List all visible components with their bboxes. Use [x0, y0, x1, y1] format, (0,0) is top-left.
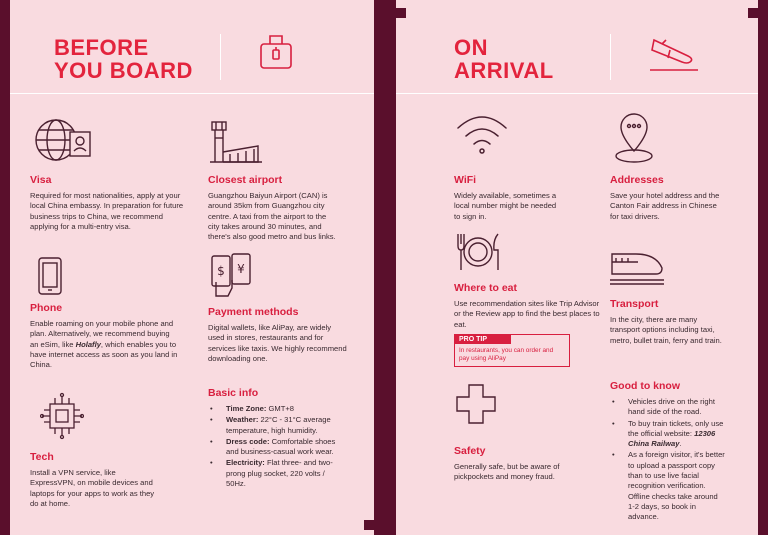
- basic-info-item: • Time Zone: GMT+8: [208, 404, 340, 414]
- header-divider: [10, 93, 374, 94]
- closest-airport-section: [208, 174, 338, 242]
- basic-info-section: [208, 387, 340, 490]
- payment-phones-icon: [208, 252, 264, 300]
- on-arrival-panel: [396, 0, 758, 535]
- where-to-eat-section: [454, 282, 606, 330]
- good-to-know-item: • As a foreign visitor, it's better to upload a passport copy than to use live facial recognition verification. Offline checks take around 1-2 days, so book in advance.: [610, 450, 726, 522]
- good-to-know-section: [610, 380, 726, 524]
- where-to-eat-text: Use recommendation sites like Trip Advisor or the Review app to find the best places to eat.: [454, 299, 600, 329]
- closest-airport-text: Guangzhou Baiyun Airport (CAN) is around 35km from Guangzhou city centre. A taxi from the airport to the city takes around 30 minutes, and there's also good metro and bus links.: [208, 191, 336, 242]
- phone-title: Phone: [30, 302, 63, 314]
- payment-methods-title: Payment methods: [208, 306, 299, 318]
- good-to-know-item: • Vehicles drive on the right hand side of the road.: [610, 397, 726, 418]
- plate-cutlery-icon: [454, 232, 502, 272]
- pro-tip-label: PRO TIP: [455, 335, 511, 344]
- payment-methods-text: Digital wallets, like AliPay, are widely used in stores, restaurants and for services like taxis. We highly recommend downloading one.: [208, 323, 347, 363]
- basic-info-item: • Weather: 22°C - 31°C average temperature, high humidity.: [208, 415, 340, 436]
- transport-title: Transport: [610, 298, 659, 310]
- good-to-know-title: Good to know: [610, 380, 680, 392]
- good-to-know-list: [610, 397, 726, 523]
- bullet-train-icon: [608, 246, 666, 286]
- airplane-landing-icon: [648, 36, 700, 72]
- basic-info-item: • Electricity: Flat three- and two-prong plug socket, 220 volts / 50Hz.: [208, 458, 340, 489]
- before-you-board-panel: [10, 0, 374, 535]
- airport-tower-icon: [208, 116, 264, 164]
- tech-text: Install a VPN service, like ExpressVPN, on mobile devices and laptops for your apps to work as they do at home.: [30, 468, 155, 508]
- globe-passport-icon: [32, 116, 96, 164]
- location-pin-icon: [610, 110, 658, 166]
- wifi-title: WiFi: [454, 174, 477, 186]
- safety-text: Generally safe, but be aware of pickpockets and money fraud.: [454, 462, 560, 482]
- wifi-section: [454, 174, 558, 222]
- pro-tip-text: In restaurants, you can order and pay using AliPay: [459, 347, 554, 362]
- addresses-title: Addresses: [610, 174, 664, 186]
- chip-icon: [40, 392, 84, 440]
- pro-tip-box: [454, 334, 570, 367]
- phone-section: [30, 302, 180, 370]
- header-separator: [220, 34, 221, 80]
- on-arrival-title: ON ARRIVAL: [454, 35, 554, 83]
- addresses-section: [610, 174, 722, 222]
- svg-text:¥: ¥: [237, 262, 245, 276]
- basic-info-list: [208, 404, 340, 489]
- transport-text: In the city, there are many transport options including taxi, metro, bullet train, ferry and train.: [610, 315, 722, 345]
- basic-info-item: • Dress code: Comfortable shoes and business-casual work wear.: [208, 437, 340, 458]
- header-divider: [396, 93, 758, 94]
- header-separator: [610, 34, 611, 80]
- good-to-know-item: • To buy train tickets, only use the official website: 12306 China Railway.: [610, 419, 726, 450]
- phone-icon: [36, 256, 64, 296]
- transport-section: [610, 298, 722, 346]
- phone-text: Enable roaming on your mobile phone and plan. Alternatively, we recommend buying an eSim, like Holafly, which enables you to have internet access as soon as you land in China.: [30, 319, 178, 370]
- where-to-eat-title: Where to eat: [454, 282, 518, 294]
- wifi-icon: [454, 112, 510, 156]
- safety-section: [454, 445, 562, 483]
- safety-title: Safety: [454, 445, 486, 457]
- tech-section: [30, 451, 160, 509]
- visa-section: [30, 174, 190, 232]
- corner-notch: [0, 520, 10, 530]
- corner-notch: [396, 8, 406, 18]
- basic-info-title: Basic info: [208, 387, 259, 399]
- closest-airport-title: Closest airport: [208, 174, 283, 186]
- tech-title: Tech: [30, 451, 54, 463]
- visa-text: Required for most nationalities, apply at your local China embassy. In preparation for future business trips to China, we recommend applying for a multi-entry visa.: [30, 191, 184, 231]
- addresses-text: Save your hotel address and the Canton Fair address in Chinese for taxi drivers.: [610, 191, 720, 221]
- medical-cross-icon: [454, 382, 498, 426]
- svg-text:$: $: [217, 264, 225, 278]
- corner-notch: [364, 520, 374, 530]
- wifi-text: Widely available, sometimes a local number might be needed to sign in.: [454, 191, 557, 221]
- payment-methods-section: [208, 306, 348, 364]
- before-you-board-title: BEFORE YOU BOARD: [54, 35, 193, 83]
- corner-notch: [748, 8, 758, 18]
- visa-title: Visa: [30, 174, 52, 186]
- suitcase-icon: [258, 30, 294, 72]
